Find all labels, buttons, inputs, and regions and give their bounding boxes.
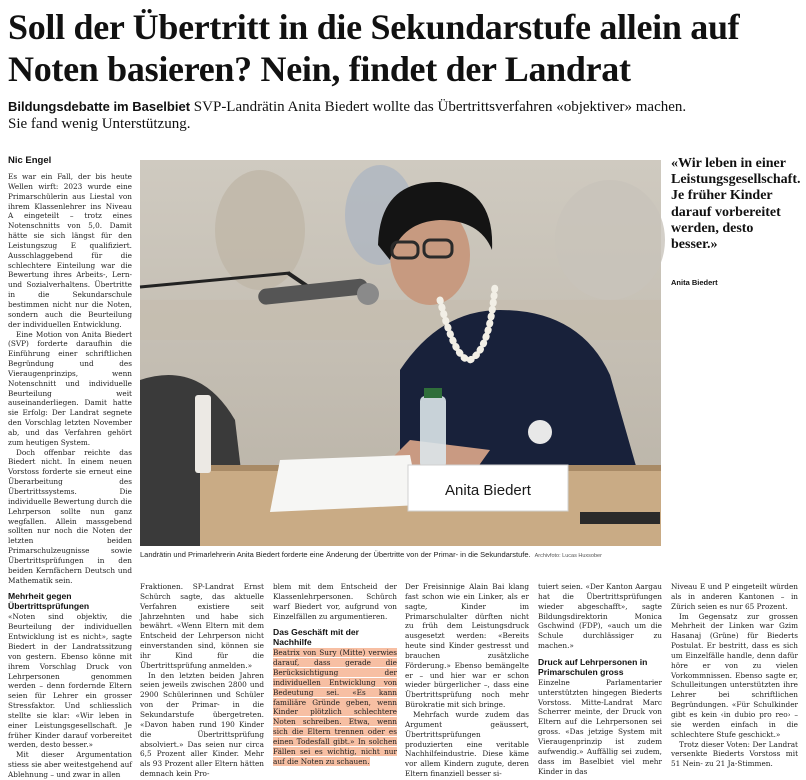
lead [8,98,708,133]
paragraph: In den letzten beiden Jahren seien jeweils zwischen 2800 und 2900 Schülerinnen und Schüler von der Primar- in die Sekundarstufe übergetreten. «Davon haben rund 190 Kinder die Übertrittsprüfung absolviert.» Das seien nur circa 6,5 Prozent aller Kinder. Mehr als 93 Prozent aller Eltern hätten demnach kein Pro- [140,670,264,779]
article-column-4 [405,582,529,779]
article-column-1 [8,172,132,779]
photo-caption [140,550,661,559]
paragraph: Der Freisinnige Alain Bai klang fast schon wie ein Linker, als er sagte, Kinder im Primarschulalter dürften nicht zu früh dem Leistungsdruck ausgesetzt werden: «Bereits heute sind Kinder gestresst und brauchen zusätzliche Förderung.» Ebenso bemängelte er – und hier war er schon wieder bürgerlicher –, dass eine Übertrittsprüfung noch mehr Bürokratie mit sich bringe. [405,582,529,710]
subheading: Das Geschäft mit der Nachhilfe [273,627,359,648]
article-column-3 [273,582,397,768]
article-column-5 [538,582,662,776]
author-byline: Nic Engel [8,155,52,166]
paragraph: Es war ein Fall, der bis heute Wellen wirft: 2023 wurde eine Primarschülerin aus Liestal von ihrem Klassenlehrer ins Niveau A eingeteilt – trotz eines Notenschnitts von 5,0. Damit hätte sie sich längst für den Leistungszug E qualifiziert. Ausschlaggebend für die schlechtere Einteilung war die Bewertung ihres Arbeits-, Lern- und Sozialverhaltens. Übertritte in die Sekundarschule bestimmen nicht nur die Noten, sondern auch die Beurteilung der individuellen Entwicklung. [8,172,132,329]
headline: Soll der Übertritt in die Sekundarstufe allein auf Noten basieren? Nein, findet der Landrat [8,7,740,89]
photo-credit: Archivfoto: Lucas Huxsober [534,553,602,559]
article-column-6 [671,582,798,768]
paragraph: Einzelne Parlamentarier unterstützten hingegen Biederts Vorstoss. Mitte-Landrat Marc Scherrer meinte, der Druck von Eltern auf die Lehrpersonen sei gross. «Das jetzige System mit Vieraugenprinzip ist zudem aufwendig.» Auffällig sei zudem, dass im Baselbiet viel mehr Kinder in das [538,677,662,776]
article-photo [140,160,661,546]
highlight: Beatrix von Sury (Mitte) verwies darauf, dass gerade die Berücksichtigung der individuellen Entwicklung von Bedeutung sei. «Es kann familiäre Gründe geben, wenn Kinder plötzlich schlechtere Noten schreiben. Etwa, wenn sich die Eltern trennen oder es einen Todesfall gibt.» In solchen Fällen sei es wichtig, nicht nur auf die Noten zu schauen. [273,648,397,766]
paragraph: Eine Motion von Anita Biedert (SVP) forderte daraufhin die Einführung einer schriftlichen Begründung und des Vieraugenprinzips, wenn Notenschnitt und individuelle Beurteilung weit auseinanderliegen. Damit hatte sie Erfolg: Der Landrat segnete den Vorschlag letzten November ab, und das Verfahren gehört zum heutigen System. [8,329,132,447]
lead-kicker: Bildungsdebatte im Baselbiet [8,99,191,114]
paragraph: Im Gegensatz zur grossen Mehrheit der Linken war Gzim Hasanaj (Grüne) für Biederts Postulat. Er bestritt, dass es sich um Einzelfälle handle, denn dafür höre er von zu vielen Vorkommnissen. Ebenso sagte er, Schulleitungen unterstützten ihre Lehrer bei schriftlichen Begründungen. «Für Schulkinder gibt es kein ‹in dubio pro reo› – sie werden einfach in die schlechtere Stufe geschickt.» [671,611,798,739]
paragraph: Doch offenbar reichte das Biedert nicht. In einem neuen Vorstoss forderte sie erneut eine Überarbeitung des Übertrittssystems. Die individuelle Bewertung durch die Lehrperson sollte nun ganz wegfallen. Allein massgebend sollten nur noch die Noten der letzten beiden Primarschulzeugnisse sowie Übertrittsprüfungen in den beiden Kernfächern Deutsch und Mathematik sein. [8,447,132,585]
paragraph: Trotz dieser Voten: Der Landrat versenkte Biederts Vorstoss mit 51 Nein- zu 21 Ja-Stimmen. [671,739,798,769]
paragraph: «Noten sind objektiv, die Beurteilung der individuellen Entwicklung ist es nicht», sagte Biedert in der Landratssitzung von gestern. Ebenso könne mit ihrem Vorschlag Druck von Lehrpersonen genommen werden – denn fordernde Eltern seien für Lehrer ein grosser Stressfaktor. Und schliesslich stellte sie klar: «Wir leben in einer Leistungsgesellschaft. Je früher Kinder darauf vorbereitet werden, desto besser.» [8,612,132,750]
paragraph: Mehrfach wurde zudem das Argument geäussert, Übertrittsprüfungen produzierten eine veritable Nachhilfeindustrie. Diese käme vor allem Kindern zugute, deren Eltern finanziell besser si- [405,709,529,779]
paragraph: tuiert seien. «Der Kanton Aargau hat die Übertrittsprüfungen wieder abgeschafft», sagte Bildungsdirektorin Monica Gschwind (FDP), «auch um die Schule durchlässiger zu machen.» [538,582,662,651]
highlighted-paragraph [273,648,397,766]
paragraph: Niveau E und P eingeteilt würden als in anderen Kantonen – in Zürich seien es nur 65 Prozent. [671,582,798,611]
subheading: Druck auf Lehrpersonen in Primarschulen gross [538,656,648,677]
article-column-2 [140,582,264,779]
pull-quote-author: Anita Biedert [671,278,718,287]
photo-illustration [140,160,661,546]
paragraph: Fraktionen. SP-Landrat Ernst Schürch sagte, das aktuelle Verfahren existiere seit Jahrzehnten und habe sich bewährt. «Wenn Eltern mit dem Entscheid der Lehrperson nicht einverstanden sind, können sie ihr Kind für die Übertrittsprüfung anmelden.» [140,582,264,670]
paragraph: Mit dieser Argumentation stiess sie aber weitestgehend auf Ablehnung – und zwar in allen [8,750,132,779]
subheading: Mehrheit gegen Übertrittsprüfungen [8,591,90,612]
lead-text: SVP-Landrätin Anita Biedert wollte das Übertrittsverfahren «objektiver» machen. Sie fand wenig Unterstützung. [8,99,687,132]
pull-quote: «Wir leben in einer Leistungsgesellschaft. Je früher Kinder darauf vorbereitet werden, desto besser.» [671,156,801,253]
nameplate-text: Anita Biedert [445,482,531,499]
paragraph: blem mit dem Entscheid der Klassenlehrpersonen. Schürch warf Biedert vor, aufgrund von Einzelfällen zu argumentieren. [273,582,397,621]
caption-text: Landrätin und Primarlehrerin Anita Biedert forderte eine Änderung der Übertritte von der Primar- in die Sekundarstufe. [140,550,531,559]
